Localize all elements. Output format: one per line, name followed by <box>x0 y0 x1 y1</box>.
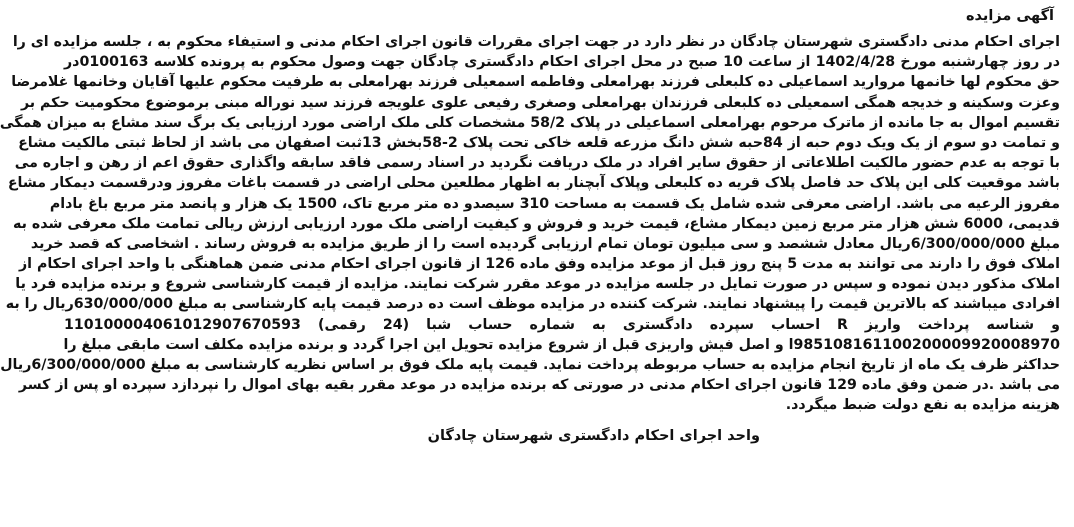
notice-signature: واحد اجرای احکام دادگستری شهرستان چادگان <box>427 427 760 444</box>
notice-line: و شناسه پرداخت واریز R احساب سپرده دادگستری به شماره حساب شبا (24 رقمی) 110100004061012907670593 <box>64 316 1061 333</box>
notice-line: 985108161100200009920008970ا و اصل فیش واریزی قبل از شروع مزایده تحویل این اجرا گردد و برنده مزایده مکلف است مابقی مبلغ را <box>63 336 1060 353</box>
notice-line: وعزت وسکینه و خدیجه همگی اسمعیلی ده کلبعلی فرزندان بهرامعلی وصغری رفیعی علوی علویجه فرزند سید نوراله مبنی برموضوع محکومیت حکم بر <box>20 94 1060 111</box>
notice-line: اجرای احکام مدنی دادگستری شهرستان چادگان در نظر دارد در جهت اجرای مقررات قانون اجرای احکام مدنی و استیفاء محکوم به ، جلسه مزایده ای را <box>12 34 1060 50</box>
notice-line: حق محکوم لها خانمها مروارید اسماعیلی ده کلبعلی فرزند بهرامعلی وفاطمه اسمعیلی فرزند بهرامعلی به طرفیت محکوم علیها آقایان وخانمها غلامرضا <box>11 74 1060 91</box>
notice-line: تقسیم اموال به جا مانده از ماترک مرحوم بهرامعلی اسماعیلی در پلاک 58/2 مشخصات کلی ملک اراضی مورد ارزیابی یک برگ سند مشاع به میزان همگی <box>0 114 1060 131</box>
notice-title: آگهی مزایده <box>965 8 1054 24</box>
notice-line: املاک مذکور دیدن نموده و سپس در صورت تمایل در جلسه مزایده در موعد مقرر شرکت نمایند. مزایده از قیمت کارشناسی شروع و برنده مزایده فرد یا <box>15 276 1060 293</box>
notice-line: و تمامت دو سوم از یک ویک دوم حبه از 84حبه شش دانگ مزرعه قلعه خاکی تحت پلاک 2-58بخش 13ثبت اصفهان می باشد از لحاظ ثبتی مالکیت مشاع <box>18 134 1060 151</box>
notice-line: حداکثر ظرف یک ماه از تاریخ انجام مزایده به حساب مربوطه پرداخت نماید. قیمت پایه ملک فوق بر اساس نظریه کارشناسی به مبلغ 6/300/000/000ریال <box>0 357 1060 373</box>
notice-line: در روز چهارشنبه مورخ 1402/4/28 از ساعت 10 صبح در محل اجرای احکام دادگستری چادگان جهت وصول محکوم به پرونده کلاسه 0100163در <box>64 54 1061 71</box>
notice-line: قدیمی، 6000 شش هزار متر مربع زمین دیمکار مشاع، قیمت خرید و فروش و کیفیت اراضی ملک مورد ارزیابی ارزش ریالی تمامت ملک معرفی شده به <box>13 215 1060 232</box>
notice-line: هزینه مزایده به نفع دولت ضبط میگردد. <box>785 397 1060 414</box>
notice-line: با توجه به عدم حضور مالکیت اطلاعاتی از حقوق سایر افراد در ملک دریافت نگردید در اسناد رسمی فاقد سابقه واگذاری حقوق اعم از رهن و اجاره می <box>14 155 1060 172</box>
notice-line: می باشد .در ضمن وفق ماده 129 قانون اجرای احکام مدنی در صورتی که برنده مزایده در موعد مقرر بقیه بهای اموال را نپردازد سپرده او پس از کسر <box>18 377 1060 394</box>
notice-body <box>0 32 1061 416</box>
notice-line: مبلغ 6/300/000/000ریال معادل ششصد و سی میلیون تومان تمام ارزیابی گردیده است را از طریق مزایده به فروش رساند . اشخاصی که قصد خرید <box>30 235 1060 252</box>
notice-line: باشد موقعیت کلی این پلاک حد فاصل پلاک قریه ده کلبعلی وپلاک آبچنار به اظهار مطلعین محلی اراضی در قسمت باغات مفروز ودرقسمت دیمکار مشاع <box>7 175 1060 192</box>
notice-line: املاک فوق را دارند می توانند به مدت 5 پنج روز قبل از موعد مزایده وفق ماده 126 از قانون اجرای احکام مدنی ضمن هماهنگی با واحد اجرای احکام از <box>18 256 1060 273</box>
notice-line: مفروز الرعیه می باشد. اراضی معرفی شده شامل یک قسمت به مساحت 310 سیصدو ده متر مربع تاک، 1500 یک هزار و پانصد متر مربع باغ بادام <box>49 195 1060 212</box>
notice-line: افرادی میباشند که بالاترین قیمت را پیشنهاد نمایند. شرکت کننده در مزایده موظف است ده درصد قیمت پایه کارشناسی به مبلغ 630/000/000ریال را به <box>5 296 1060 313</box>
